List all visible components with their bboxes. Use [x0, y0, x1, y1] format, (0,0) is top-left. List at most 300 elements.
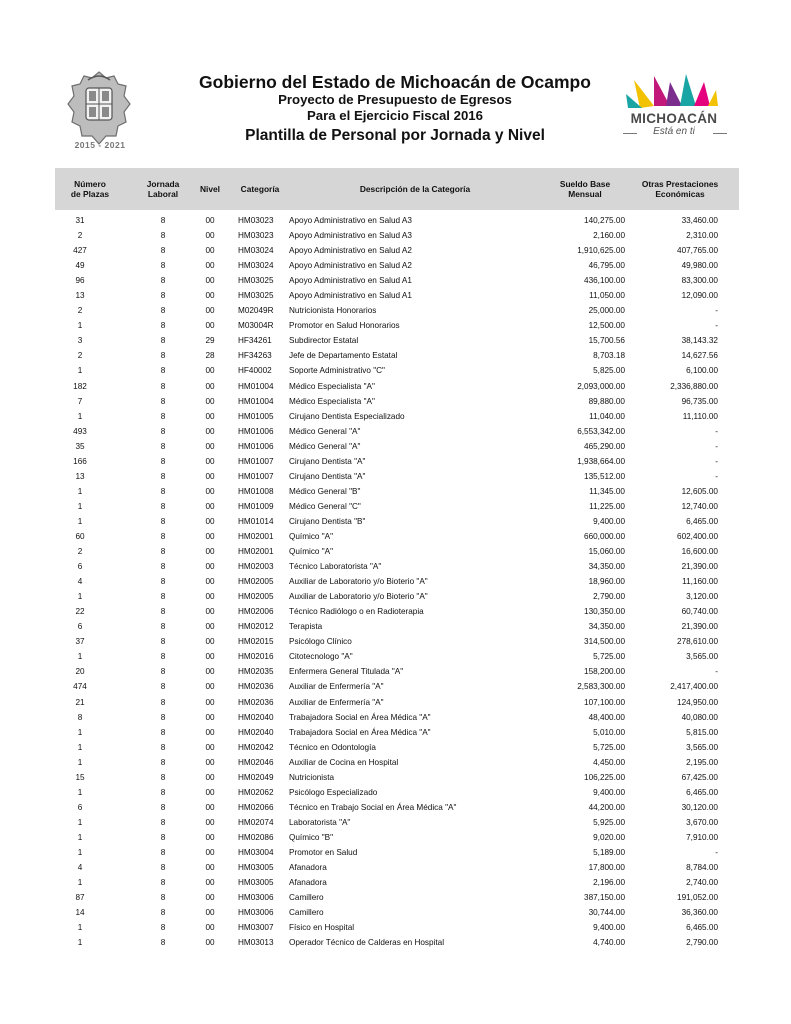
table-row [55, 649, 739, 664]
logo-name: MICHOACÁN [630, 111, 718, 126]
plazas-cell: 2 [77, 547, 83, 557]
nivel-cell: 00 [205, 562, 215, 572]
categoria-cell: HM03006 [238, 893, 274, 903]
otras-cell: 7,910.00 [686, 832, 718, 842]
nivel-cell: 00 [205, 577, 215, 587]
sueldo-cell: 135,512.00 [584, 471, 625, 481]
sueldo-cell: 34,350.00 [588, 622, 625, 632]
categoria-cell: HM03006 [238, 908, 274, 918]
sueldo-cell: 2,583,300.00 [577, 682, 625, 692]
nivel-cell: 00 [205, 908, 215, 918]
otras-cell: 124,950.00 [677, 697, 718, 707]
jornada-cell: 8 [160, 727, 166, 737]
plazas-cell: 427 [73, 246, 87, 256]
descripcion-cell: Promotor en Salud Honorarios [289, 321, 400, 331]
categoria-cell: HM01004 [238, 396, 274, 406]
nivel-cell: 00 [205, 772, 215, 782]
otras-cell: 191,052.00 [677, 893, 718, 903]
plazas-cell: 1 [77, 817, 83, 827]
categoria-cell: HM02001 [238, 547, 274, 557]
otras-cell: 407,765.00 [677, 246, 718, 256]
table-row [55, 815, 739, 830]
table-row [55, 740, 739, 755]
nivel-cell: 00 [205, 802, 215, 812]
jornada-cell: 8 [160, 381, 166, 391]
table-header [55, 168, 739, 210]
descripcion-cell: Auxiliar de Laboratorio y/o Bioterio "A" [289, 577, 428, 587]
plazas-cell: 96 [75, 276, 85, 286]
table-row [55, 589, 739, 604]
table-row [55, 800, 739, 815]
categoria-cell: HM01008 [238, 486, 274, 496]
jornada-cell: 8 [160, 772, 166, 782]
descripcion-cell: Cirujano Dentista "A" [289, 456, 366, 466]
otras-cell: 6,465.00 [686, 516, 718, 526]
otras-cell: 2,195.00 [686, 757, 718, 767]
categoria-cell: HM03023 [238, 231, 274, 241]
sueldo-cell: 107,100.00 [584, 697, 625, 707]
descripcion-cell: Enfermera General Titulada "A" [289, 667, 404, 677]
plazas-cell: 37 [75, 637, 85, 647]
otras-cell: 12,740.00 [681, 501, 718, 511]
sueldo-cell: 1,938,664.00 [577, 456, 625, 466]
descripcion-cell: Técnico en Odontología [289, 742, 376, 752]
nivel-cell: 00 [205, 667, 215, 677]
nivel-cell: 00 [205, 261, 215, 271]
jornada-cell: 8 [160, 291, 166, 301]
plazas-cell: 1 [77, 832, 83, 842]
descripcion-cell: Subdirector Estatal [289, 336, 359, 346]
sueldo-cell: 15,700.56 [588, 336, 625, 346]
table-row [55, 348, 739, 363]
table-row [55, 574, 739, 589]
jornada-cell: 8 [160, 246, 166, 256]
sueldo-cell: 5,010.00 [593, 727, 625, 737]
categoria-cell: HM03004 [238, 847, 274, 857]
descripcion-cell: Terapista [289, 622, 323, 632]
sueldo-cell: 660,000.00 [584, 531, 625, 541]
col-descripcion: Descripción de la Categoría [359, 184, 471, 194]
table-row [55, 830, 739, 845]
nivel-cell: 00 [205, 366, 215, 376]
categoria-cell: HM02006 [238, 607, 274, 617]
descripcion-cell: Médico General "A" [289, 441, 361, 451]
nivel-cell: 00 [205, 742, 215, 752]
table-row [55, 664, 739, 679]
table-row [55, 845, 739, 860]
plazas-cell: 60 [75, 531, 85, 541]
nivel-cell: 00 [205, 893, 215, 903]
otras-cell: 3,120.00 [686, 592, 718, 602]
categoria-cell: HM02042 [238, 742, 274, 752]
table-row [55, 679, 739, 694]
descripcion-cell: Apoyo Administrativo en Salud A1 [289, 291, 412, 301]
descripcion-cell: Afanadora [289, 863, 327, 873]
plazas-cell: 6 [77, 562, 83, 572]
descripcion-cell: Cirujano Dentista "A" [289, 471, 366, 481]
plazas-cell: 1 [77, 847, 83, 857]
plazas-cell: 2 [77, 231, 83, 241]
plazas-cell: 182 [73, 381, 87, 391]
table-row [55, 469, 739, 484]
sueldo-cell: 5,925.00 [593, 817, 625, 827]
otras-cell: 33,460.00 [681, 216, 718, 225]
plazas-cell: 13 [75, 291, 85, 301]
nivel-cell: 00 [205, 231, 215, 241]
categoria-cell: HM02086 [238, 832, 274, 842]
col-plazas: Número de Plazas [70, 179, 110, 199]
descripcion-cell: Cirujano Dentista "B" [289, 516, 366, 526]
page-title: Gobierno del Estado de Michoacán de Ocampo [199, 72, 591, 92]
plazas-cell: 7 [77, 396, 83, 406]
plazas-cell: 1 [77, 652, 83, 662]
descripcion-cell: Apoyo Administrativo en Salud A1 [289, 276, 412, 286]
nivel-cell: 00 [205, 471, 215, 481]
logo-tagline: Está en ti [653, 126, 695, 137]
nivel-cell: 00 [205, 622, 215, 632]
categoria-cell: HM03023 [238, 216, 274, 225]
descripcion-cell: Auxiliar de Cocina en Hospital [289, 757, 399, 767]
descripcion-cell: Médico General "B" [289, 486, 361, 496]
table-row [55, 785, 739, 800]
jornada-cell: 8 [160, 682, 166, 692]
descripcion-cell: Camillero [289, 908, 324, 918]
categoria-cell: HF34263 [238, 351, 272, 361]
otras-cell: - [715, 441, 718, 451]
plazas-cell: 8 [77, 712, 83, 722]
col-otras: Otras Prestaciones Económicas [641, 179, 719, 199]
otras-cell: - [715, 426, 718, 436]
jornada-cell: 8 [160, 607, 166, 617]
jornada-cell: 8 [160, 486, 166, 496]
jornada-cell: 8 [160, 847, 166, 857]
nivel-cell: 00 [205, 456, 215, 466]
nivel-cell: 00 [205, 246, 215, 256]
categoria-cell: HM01007 [238, 471, 274, 481]
jornada-cell: 8 [160, 276, 166, 286]
jornada-cell: 8 [160, 923, 166, 933]
col-categoria: Categoría [240, 184, 280, 194]
categoria-cell: HM01009 [238, 501, 274, 511]
categoria-cell: HM02012 [238, 622, 274, 632]
categoria-cell: HM03005 [238, 863, 274, 873]
otras-cell: 67,425.00 [681, 772, 718, 782]
nivel-cell: 00 [205, 426, 215, 436]
descripcion-cell: Apoyo Administrativo en Salud A2 [289, 261, 412, 271]
nivel-cell: 00 [205, 697, 215, 707]
plazas-cell: 31 [75, 216, 85, 225]
sueldo-cell: 89,880.00 [588, 396, 625, 406]
sueldo-cell: 11,040.00 [589, 411, 625, 421]
plazas-cell: 1 [77, 727, 83, 737]
sueldo-cell: 9,020.00 [593, 832, 625, 842]
plazas-cell: 2 [77, 351, 83, 361]
otras-cell: 3,565.00 [686, 742, 718, 752]
categoria-cell: HM02015 [238, 637, 274, 647]
jornada-cell: 8 [160, 802, 166, 812]
sueldo-cell: 6,553,342.00 [577, 426, 625, 436]
otras-cell: 278,610.00 [677, 637, 718, 647]
table-row [55, 228, 739, 243]
descripcion-cell: Laboratorista "A" [289, 817, 351, 827]
descripcion-cell: Técnico Laboratorista "A" [289, 562, 382, 572]
plazas-cell: 49 [75, 261, 85, 271]
sueldo-cell: 15,060.00 [588, 547, 625, 557]
categoria-cell: HM03005 [238, 878, 274, 888]
jornada-cell: 8 [160, 637, 166, 647]
jornada-cell: 8 [160, 336, 166, 346]
otras-cell: 38,143.32 [681, 336, 718, 346]
sueldo-cell: 46,795.00 [588, 261, 625, 271]
table-row [55, 529, 739, 544]
categoria-cell: HM03024 [238, 246, 274, 256]
table-row [55, 454, 739, 469]
categoria-cell: HM02046 [238, 757, 274, 767]
descripcion-cell: Apoyo Administrativo en Salud A3 [289, 231, 412, 241]
plazas-cell: 1 [77, 938, 83, 948]
table-row [55, 258, 739, 273]
otras-cell: 21,390.00 [681, 562, 718, 572]
descripcion-cell: Trabajadora Social en Área Médica "A" [289, 712, 431, 722]
nivel-cell: 00 [205, 216, 215, 225]
descripcion-cell: Nutricionista Honorarios [289, 306, 377, 316]
categoria-cell: HM02040 [238, 727, 274, 737]
title-block [170, 72, 620, 146]
nivel-cell: 00 [205, 321, 215, 331]
jornada-cell: 8 [160, 893, 166, 903]
otras-cell: 2,336,880.00 [670, 381, 718, 391]
jornada-cell: 8 [160, 562, 166, 572]
otras-cell: 2,310.00 [686, 231, 718, 241]
table-row [55, 243, 739, 258]
categoria-cell: HM03025 [238, 291, 274, 301]
otras-cell: 602,400.00 [677, 531, 718, 541]
nivel-cell: 00 [205, 923, 215, 933]
categoria-cell: HM02001 [238, 531, 274, 541]
sueldo-cell: 5,189.00 [593, 847, 625, 857]
descripcion-cell: Auxiliar de Laboratorio y/o Bioterio "A" [289, 592, 428, 602]
table-row [55, 559, 739, 574]
jornada-cell: 8 [160, 817, 166, 827]
jornada-cell: 8 [160, 742, 166, 752]
plazas-cell: 474 [73, 682, 87, 692]
otras-cell: 12,605.00 [681, 486, 718, 496]
nivel-cell: 00 [205, 592, 215, 602]
plazas-cell: 1 [77, 366, 83, 376]
jornada-cell: 8 [160, 592, 166, 602]
otras-cell: 8,784.00 [686, 863, 718, 873]
sueldo-cell: 5,725.00 [593, 742, 625, 752]
descripcion-cell: Técnico en Trabajo Social en Área Médica "A" [289, 802, 457, 812]
otras-cell: 40,080.00 [681, 712, 718, 722]
otras-cell: 36,360.00 [681, 908, 718, 918]
plazas-cell: 4 [77, 577, 83, 587]
jornada-cell: 8 [160, 306, 166, 316]
sueldo-cell: 34,350.00 [588, 562, 625, 572]
descripcion-cell: Químico "A" [289, 547, 334, 557]
nivel-cell: 00 [205, 682, 215, 692]
nivel-cell: 00 [205, 637, 215, 647]
plazas-cell: 166 [73, 456, 87, 466]
plazas-cell: 1 [77, 592, 83, 602]
jornada-cell: 8 [160, 216, 166, 225]
plazas-cell: 1 [77, 516, 83, 526]
categoria-cell: HM02036 [238, 682, 274, 692]
categoria-cell: HM01004 [238, 381, 274, 391]
otras-cell: - [715, 471, 718, 481]
plazas-cell: 1 [77, 787, 83, 797]
nivel-cell: 00 [205, 847, 215, 857]
descripcion-cell: Médico Especialista "A" [289, 381, 375, 391]
otras-cell: 16,600.00 [681, 547, 718, 557]
jornada-cell: 8 [160, 652, 166, 662]
table-row [55, 860, 739, 875]
descripcion-cell: Camillero [289, 893, 324, 903]
sueldo-cell: 2,160.00 [593, 231, 625, 241]
otras-cell: 5,815.00 [686, 727, 718, 737]
sueldo-cell: 314,500.00 [584, 637, 625, 647]
page-header [0, 0, 791, 165]
plazas-cell: 87 [75, 893, 85, 903]
otras-cell: - [715, 847, 718, 857]
jornada-cell: 8 [160, 667, 166, 677]
categoria-cell: HM02074 [238, 817, 274, 827]
otras-cell: 11,160.00 [682, 577, 718, 587]
sueldo-cell: 11,345.00 [589, 486, 625, 496]
sueldo-cell: 11,050.00 [589, 291, 625, 301]
descripcion-cell: Afanadora [289, 878, 327, 888]
sueldo-cell: 30,744.00 [588, 908, 625, 918]
sueldo-cell: 18,960.00 [588, 577, 625, 587]
jornada-cell: 8 [160, 411, 166, 421]
sueldo-cell: 140,275.00 [584, 216, 625, 225]
sueldo-cell: 5,725.00 [593, 652, 625, 662]
sueldo-cell: 12,500.00 [588, 321, 625, 331]
sueldo-cell: 2,196.00 [593, 878, 625, 888]
sueldo-cell: 17,800.00 [588, 863, 625, 873]
descripcion-cell: Promotor en Salud [289, 847, 358, 857]
nivel-cell: 00 [205, 607, 215, 617]
sueldo-cell: 5,825.00 [593, 366, 625, 376]
table-row [55, 394, 739, 409]
table-row [55, 288, 739, 303]
sueldo-cell: 11,225.00 [589, 501, 625, 511]
jornada-cell: 8 [160, 547, 166, 557]
jornada-cell: 8 [160, 321, 166, 331]
col-jornada: Jornada Laboral [146, 179, 180, 199]
descripcion-cell: Psicólogo Clínico [289, 637, 352, 647]
otras-cell: 12,090.00 [681, 291, 718, 301]
sueldo-cell: 2,790.00 [593, 592, 625, 602]
nivel-cell: 00 [205, 276, 215, 286]
categoria-cell: HM01006 [238, 441, 274, 451]
plazas-cell: 3 [77, 336, 83, 346]
otras-cell: 14,627.56 [681, 351, 718, 361]
jornada-cell: 8 [160, 697, 166, 707]
plazas-cell: 1 [77, 501, 83, 511]
descripcion-cell: Médico General "C" [289, 501, 361, 511]
plazas-cell: 6 [77, 622, 83, 632]
table-row [55, 379, 739, 394]
jornada-cell: 8 [160, 712, 166, 722]
nivel-cell: 28 [205, 351, 215, 361]
descripcion-cell: Médico Especialista "A" [289, 396, 375, 406]
categoria-cell: HM01006 [238, 426, 274, 436]
jornada-cell: 8 [160, 938, 166, 948]
sueldo-cell: 106,225.00 [584, 772, 625, 782]
plazas-cell: 20 [75, 667, 85, 677]
nivel-cell: 00 [205, 396, 215, 406]
otras-cell: 21,390.00 [681, 622, 718, 632]
otras-cell: 2,790.00 [686, 938, 718, 948]
categoria-cell: HM02005 [238, 592, 274, 602]
table-row [55, 619, 739, 634]
categoria-cell: HM02062 [238, 787, 274, 797]
sueldo-cell: 1,910,625.00 [577, 246, 625, 256]
nivel-cell: 00 [205, 547, 215, 557]
plazas-cell: 493 [73, 426, 87, 436]
descripcion-cell: Soporte Administrativo "C" [289, 366, 385, 376]
descripcion-cell: Médico General "A" [289, 426, 361, 436]
plazas-cell: 2 [77, 306, 83, 316]
jornada-cell: 8 [160, 501, 166, 511]
nivel-cell: 00 [205, 501, 215, 511]
categoria-cell: HF40002 [238, 366, 272, 376]
nivel-cell: 00 [205, 291, 215, 301]
categoria-cell: HM02016 [238, 652, 274, 662]
sueldo-cell: 9,400.00 [593, 787, 625, 797]
jornada-cell: 8 [160, 757, 166, 767]
jornada-cell: 8 [160, 577, 166, 587]
table-row [55, 725, 739, 740]
nivel-cell: 00 [205, 652, 215, 662]
categoria-cell: HM02066 [238, 802, 274, 812]
plazas-cell: 21 [75, 697, 85, 707]
plazas-cell: 1 [77, 878, 83, 888]
nivel-cell: 00 [205, 712, 215, 722]
sueldo-cell: 2,093,000.00 [577, 381, 625, 391]
plazas-cell: 6 [77, 802, 83, 812]
nivel-cell: 00 [205, 727, 215, 737]
table-row [55, 770, 739, 785]
jornada-cell: 8 [160, 366, 166, 376]
sueldo-cell: 4,450.00 [593, 757, 625, 767]
table-row [55, 273, 739, 288]
jornada-cell: 8 [160, 231, 166, 241]
table-row [55, 363, 739, 378]
jornada-cell: 8 [160, 863, 166, 873]
nivel-cell: 00 [205, 306, 215, 316]
sueldo-cell: 8,703.18 [593, 351, 625, 361]
categoria-cell: HM03007 [238, 923, 274, 933]
jornada-cell: 8 [160, 441, 166, 451]
categoria-cell: HM02005 [238, 577, 274, 587]
nivel-cell: 00 [205, 516, 215, 526]
descripcion-cell: Auxiliar de Enfermería "A" [289, 682, 384, 692]
jornada-cell: 8 [160, 426, 166, 436]
col-nivel: Nivel [199, 184, 221, 194]
jornada-cell: 8 [160, 261, 166, 271]
plazas-cell: 1 [77, 411, 83, 421]
otras-cell: 11,110.00 [682, 411, 718, 421]
table-row [55, 935, 739, 950]
sueldo-cell: 436,100.00 [584, 276, 625, 286]
otras-cell: 3,565.00 [686, 652, 718, 662]
nivel-cell: 00 [205, 757, 215, 767]
categoria-cell: HM02036 [238, 697, 274, 707]
nivel-cell: 00 [205, 878, 215, 888]
descripcion-cell: Químico "B" [289, 832, 334, 842]
